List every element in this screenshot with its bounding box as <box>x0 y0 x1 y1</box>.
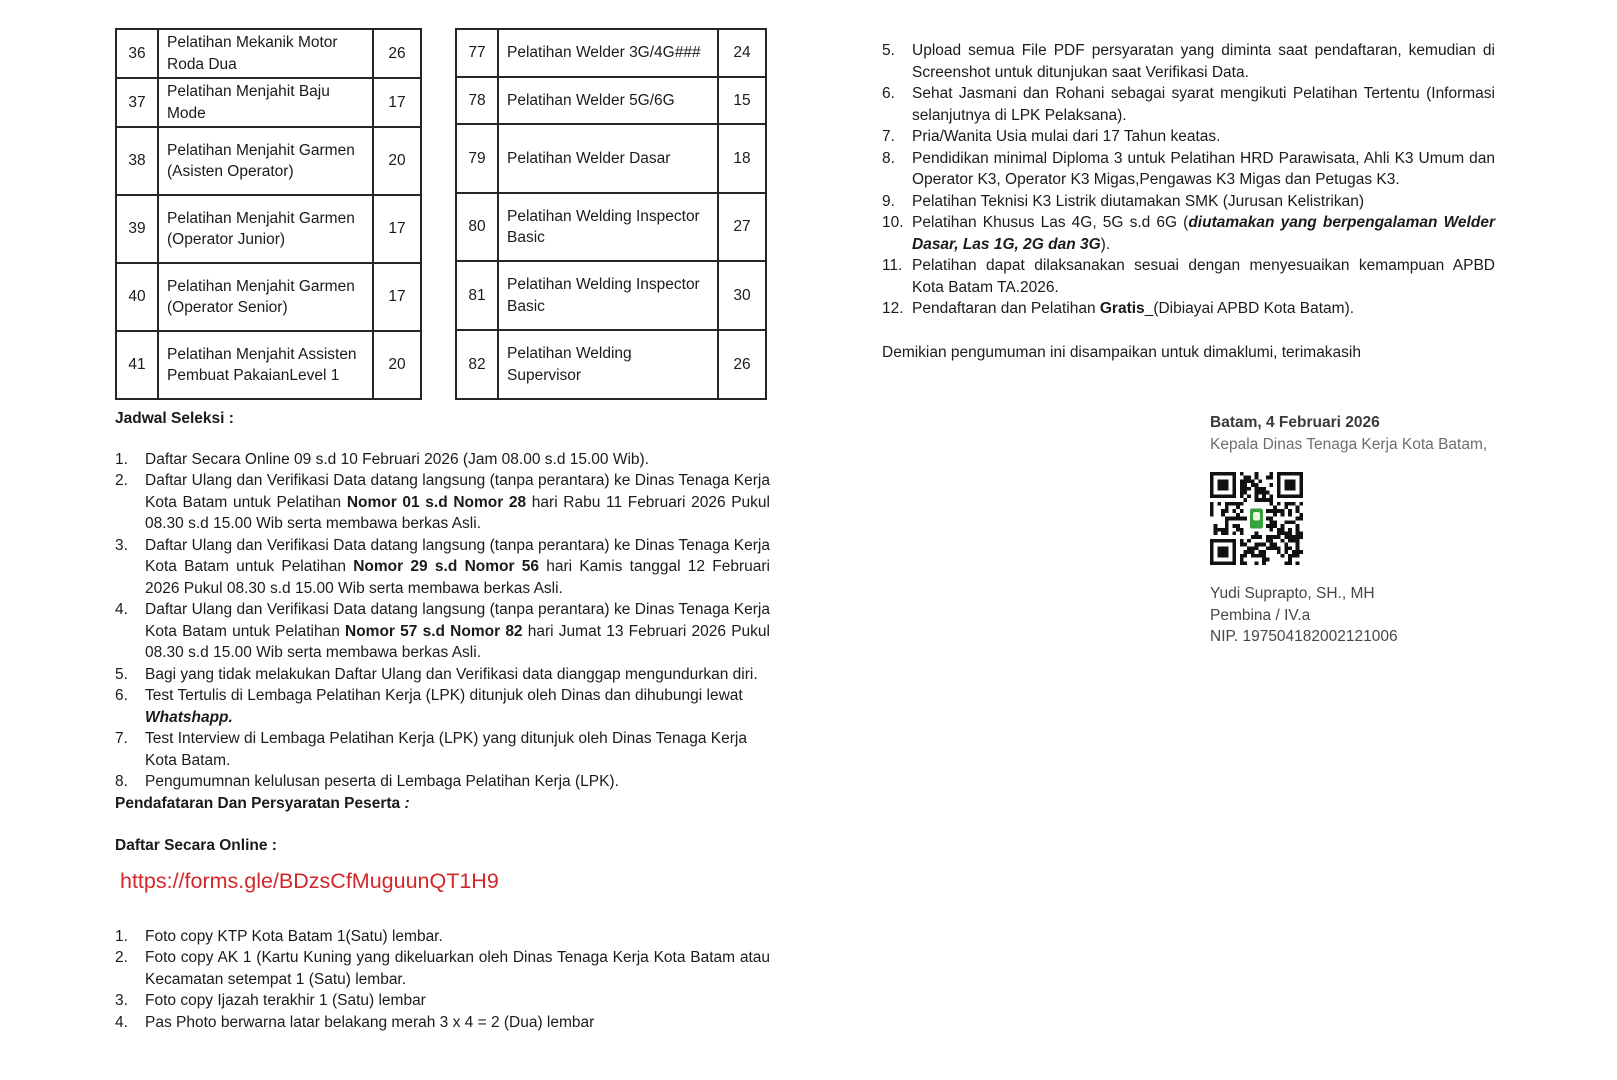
list-item <box>115 449 770 471</box>
table-row <box>456 29 766 77</box>
table-row <box>116 127 421 195</box>
row-number-cell: 37 <box>116 78 158 127</box>
list-item <box>882 191 1495 213</box>
quota-cell: 27 <box>718 193 766 262</box>
list-item-number: 3. <box>115 536 128 554</box>
list-item <box>115 685 770 728</box>
text-segment: Pelatihan Teknisi K3 Listrik diutamakan SMK (Jurusan Kelistrikan) <box>912 192 1364 210</box>
left-column <box>115 28 770 1033</box>
list-item-text <box>912 40 1495 83</box>
list-item-number: 1. <box>115 450 128 468</box>
row-number-cell: 81 <box>456 261 498 330</box>
list-item-number: 10. <box>882 214 904 231</box>
list-item-text <box>145 664 770 686</box>
signature-nip: NIP. 197504182002121006 <box>1210 628 1398 645</box>
training-name-cell: Pelatihan Welder Dasar <box>498 124 718 193</box>
list-item <box>882 298 1495 320</box>
quota-cell: 30 <box>718 261 766 330</box>
list-item <box>882 40 1495 83</box>
training-name-cell: Pelatihan Menjahit Garmen (Operator Junior) <box>158 195 373 263</box>
table-row <box>456 124 766 193</box>
text-segment: Pendaftaran dan Pelatihan <box>912 300 1100 317</box>
table-row <box>456 330 766 399</box>
quota-cell: 17 <box>373 195 421 263</box>
table-row <box>456 261 766 330</box>
list-item <box>882 148 1495 191</box>
list-item-number: 3. <box>115 992 128 1009</box>
row-number-cell: 80 <box>456 193 498 262</box>
training-name-cell: Pelatihan Welder 3G/4G### <box>498 29 718 77</box>
text-segment: Foto copy KTP Kota Batam 1(Satu) lembar. <box>145 927 443 945</box>
text-segment: Daftar Ulang dan Verifikasi Data datang langsung (tanpa perantara) ke Dinas Tenaga Kerja Kota Batam untuk Pelatihan <box>145 601 770 640</box>
text-segment: Nomor 29 s.d Nomor 56 <box>353 558 539 575</box>
list-item-text <box>145 926 770 948</box>
list-item-text <box>912 126 1495 148</box>
text-segment: hari Rabu 11 Februari 2026 Pukul 08.30 s.d 15.00 Wib serta membawa berkas Asli. <box>145 493 770 532</box>
list-item-number: 11. <box>882 257 903 274</box>
training-name-cell: Pelatihan Welding Supervisor <box>498 330 718 399</box>
list-item-number: 12. <box>882 300 904 317</box>
list-item <box>882 126 1495 148</box>
list-item <box>115 599 770 664</box>
closing-statement: Demikian pengumuman ini disampaikan untuk dimaklumi, terimakasih <box>882 343 1361 361</box>
text-segment: Pelatihan Khusus Las 4G, 5G s.d 6G ( <box>912 214 1189 231</box>
training-name-cell: Pelatihan Menjahit Garmen (Asisten Operator) <box>158 127 373 195</box>
list-item-text <box>912 255 1495 298</box>
quota-cell: 24 <box>718 29 766 77</box>
row-number-cell: 82 <box>456 330 498 399</box>
jadwal-seleksi-list <box>115 449 770 793</box>
text-segment: Whatshapp. <box>145 708 233 726</box>
training-name-cell: Pelatihan Welder 5G/6G <box>498 77 718 125</box>
text-segment: Pas Photo berwarna latar belakang merah 3 x 4 = 2 (Dua) lembar <box>145 1013 595 1031</box>
list-item-number: 5. <box>115 665 128 683</box>
text-segment: Pengumumnan kelulusan peserta di Lembaga Pelatihan Kerja (LPK). <box>145 773 619 790</box>
qr-code-icon <box>1210 472 1303 565</box>
table-row <box>116 78 421 127</box>
list-item <box>115 470 770 535</box>
text-segment: Daftar Ulang dan Verifikasi Data datang langsung (tanpa perantara) ke Dinas Tenaga Kerja Kota Batam untuk Pelatihan <box>145 536 770 575</box>
row-number-cell: 36 <box>116 29 158 78</box>
text-segment: _ <box>1144 300 1154 317</box>
table-row <box>116 195 421 263</box>
row-number-cell: 77 <box>456 29 498 77</box>
list-item <box>882 212 1495 255</box>
list-item <box>115 990 770 1012</box>
training-name-cell: Pelatihan Menjahit Baju Mode <box>158 78 373 127</box>
text-segment: Upload semua File PDF persyaratan yang diminta saat pendaftaran, kemudian di Screenshot untuk ditunjukan saat Verifikasi Data. <box>912 42 1495 81</box>
text-segment: Foto copy AK 1 (Kartu Kuning yang dikeluarkan oleh Dinas Tenaga Kerja Kota Batam atau Kecamatan setempat 1 (Satu) lembar. <box>145 949 770 988</box>
training-table-left <box>115 28 422 400</box>
table-row <box>116 263 421 331</box>
text-segment: Nomor 57 s.d Nomor 82 <box>345 622 523 640</box>
row-number-cell: 40 <box>116 263 158 331</box>
text-segment: : <box>404 794 410 812</box>
list-item-text <box>912 148 1495 191</box>
text-segment: Daftar Secara Online 09 s.d 10 Februari 2026 (Jam 08.00 s.d 15.00 Wib). <box>145 450 650 468</box>
signature-rank: Pembina / IV.a <box>1210 606 1311 624</box>
list-item-number: 4. <box>115 601 128 618</box>
table-row <box>116 331 421 399</box>
list-item-number: 7. <box>882 128 895 145</box>
quota-cell: 20 <box>373 127 421 195</box>
list-item-text <box>145 771 770 793</box>
text-segment: hari Kamis tanggal 12 Februari 2026 Pukul 08.30 s.d 15.00 Wib serta membawa berkas Asli. <box>145 558 770 597</box>
list-item-text <box>145 728 770 771</box>
list-item-text <box>145 685 770 728</box>
list-item <box>882 83 1495 126</box>
training-name-cell: Pelatihan Welding Inspector Basic <box>498 261 718 330</box>
training-name-cell: Pelatihan Mekanik Motor Roda Dua <box>158 29 373 78</box>
daftar-online-label: Daftar Secara Online : <box>115 837 277 854</box>
quota-cell: 17 <box>373 263 421 331</box>
table-row <box>456 193 766 262</box>
list-item-text <box>145 470 770 535</box>
text-segment: hari Jumat 13 Februari 2026 Pukul 08.30 s.d 15.00 Wib serta membawa berkas Asli. <box>145 622 770 661</box>
row-number-cell: 78 <box>456 77 498 125</box>
jadwal-seleksi-heading: Jadwal Seleksi : <box>115 410 234 427</box>
text-segment: Pendidikan minimal Diploma 3 untuk Pelatihan HRD Parawisata, Ahli K3 Umum dan Operator K3, Operator K3 Migas,Pengawas K3 Migas dan Petugas K3. <box>912 149 1495 188</box>
list-item <box>882 255 1495 298</box>
training-tables <box>115 28 770 400</box>
persyaratan-list <box>882 40 1495 320</box>
list-item-text <box>145 535 770 600</box>
list-item-number: 5. <box>882 42 895 59</box>
list-item-text <box>145 599 770 664</box>
list-item <box>115 728 770 771</box>
row-number-cell: 79 <box>456 124 498 193</box>
list-item <box>115 535 770 600</box>
table-row <box>116 29 421 78</box>
text-segment: diutamakan yang berpengalaman Welder Dasar, Las 1G, 2G dan 3G <box>912 214 1495 253</box>
list-item-text <box>912 83 1495 126</box>
table-row <box>456 77 766 125</box>
text-segment: Test Tertulis di Lembaga Pelatihan Kerja (LPK) ditunjuk oleh Dinas dan dihubungi lewat <box>145 687 743 704</box>
list-item-text <box>912 212 1495 255</box>
right-column <box>882 40 1495 363</box>
list-item-number: 6. <box>115 687 128 704</box>
text-segment: Gratis <box>1099 300 1145 317</box>
list-item-number: 1. <box>115 927 128 945</box>
text-segment: Sehat Jasmani dan Rohani sebagai syarat mengikuti Pelatihan Tertentu (Informasi selanjutnya di LPK Pelaksana). <box>912 85 1495 124</box>
requirements-list <box>115 926 770 1034</box>
quota-cell: 26 <box>373 29 421 78</box>
quota-cell: 18 <box>718 124 766 193</box>
text-segment: Pelatihan dapat dilaksanakan sesuai dengan menyesuaikan kemampuan APBD Kota Batam TA.2026. <box>912 257 1495 296</box>
text-segment: Bagi yang tidak melakukan Daftar Ulang dan Verifikasi data dianggap mengundurkan diri. <box>145 665 758 683</box>
list-item <box>115 771 770 793</box>
list-item-number: 4. <box>115 1013 128 1031</box>
list-item <box>115 926 770 948</box>
list-item <box>115 664 770 686</box>
quota-cell: 26 <box>718 330 766 399</box>
text-segment: ). <box>1100 235 1111 253</box>
training-name-cell: Pelatihan Menjahit Assisten Pembuat PakaianLevel 1 <box>158 331 373 399</box>
text-segment: Pendafataran Dan Persyaratan Peserta <box>115 794 405 812</box>
registration-form-link[interactable]: https://forms.gle/BDzsCfMuguunQT1H9 <box>120 868 499 893</box>
pendaftaran-heading <box>115 793 770 815</box>
list-item-number: 2. <box>115 472 128 489</box>
row-number-cell: 38 <box>116 127 158 195</box>
text-segment: Pria/Wanita Usia mulai dari 17 Tahun keatas. <box>912 128 1221 145</box>
text-segment: Test Interview di Lembaga Pelatihan Kerja (LPK) yang ditunjuk oleh Dinas Tenaga Kerja Kota Batam. <box>145 730 747 769</box>
quota-cell: 15 <box>718 77 766 125</box>
quota-cell: 17 <box>373 78 421 127</box>
training-name-cell: Pelatihan Welding Inspector Basic <box>498 193 718 262</box>
signature-place-date: Batam, 4 Februari 2026 <box>1210 414 1380 431</box>
list-item-number: 8. <box>115 773 128 790</box>
row-number-cell: 41 <box>116 331 158 399</box>
text-segment: (Dibiayai APBD Kota Batam). <box>1153 300 1355 317</box>
text-segment: Nomor 01 s.d Nomor 28 <box>346 493 527 511</box>
text-segment: Daftar Ulang dan Verifikasi Data datang langsung (tanpa perantara) ke Dinas Tenaga Kerja Kota Batam untuk Pelatihan <box>145 472 770 511</box>
list-item-text <box>145 947 770 990</box>
row-number-cell: 39 <box>116 195 158 263</box>
signature-name: Yudi Suprapto, SH., MH <box>1210 585 1375 602</box>
list-item-number: 9. <box>882 192 895 210</box>
list-item-text <box>912 191 1495 213</box>
list-item <box>115 1012 770 1034</box>
signature-title: Kepala Dinas Tenaga Kerja Kota Batam, <box>1210 435 1488 453</box>
list-item-text <box>912 298 1495 320</box>
list-item <box>115 947 770 990</box>
training-table-right <box>455 28 767 400</box>
list-item-text <box>145 990 770 1012</box>
text-segment: Foto copy Ijazah terakhir 1 (Satu) lembar <box>145 992 426 1009</box>
list-item-number: 6. <box>882 85 895 102</box>
list-item-number: 2. <box>115 949 128 966</box>
signature-block <box>1210 412 1570 648</box>
list-item-text <box>145 449 770 471</box>
list-item-text <box>145 1012 770 1034</box>
list-item-number: 7. <box>115 730 128 747</box>
list-item-number: 8. <box>882 149 895 167</box>
quota-cell: 20 <box>373 331 421 399</box>
training-name-cell: Pelatihan Menjahit Garmen (Operator Senior) <box>158 263 373 331</box>
